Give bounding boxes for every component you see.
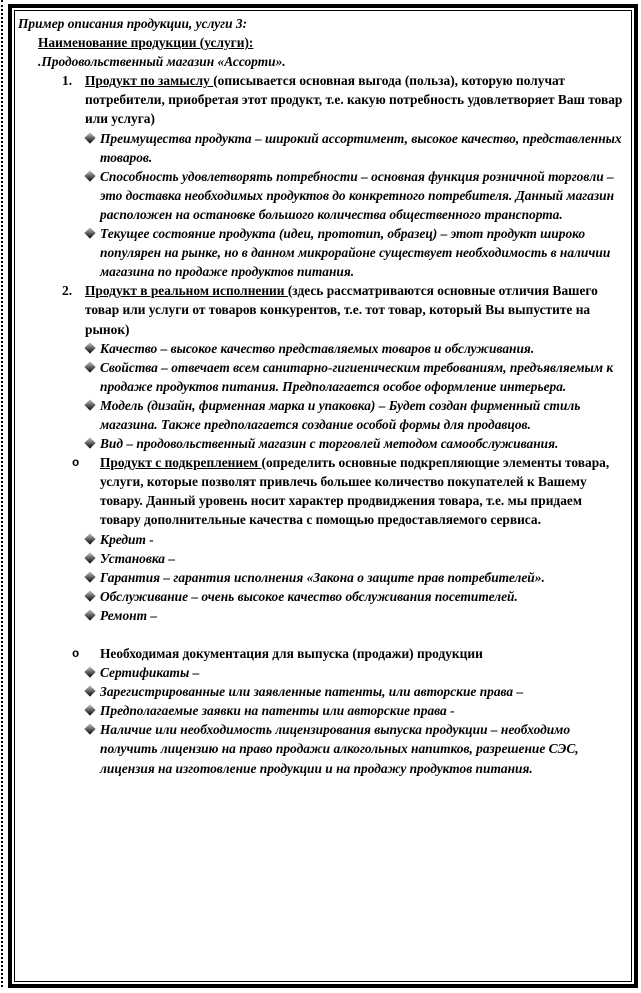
bullet-item	[18, 606, 625, 625]
diamond-bullet-icon	[84, 361, 95, 372]
blank-line	[18, 625, 625, 644]
bullet-text: Зарегистрированные или заявленные патенты, или авторские права –	[100, 684, 524, 700]
bullet-text: Предполагаемые заявки на патенты или авторские права -	[100, 703, 455, 719]
diamond-bullet-icon	[84, 437, 95, 448]
bullet-item	[18, 682, 625, 701]
diamond-bullet-icon	[84, 686, 95, 697]
diamond-bullet-icon	[84, 724, 95, 735]
bullet-item	[18, 224, 625, 281]
diamond-bullet-icon	[84, 705, 95, 716]
bullet-text: Модель (дизайн, фирменная марка и упаковка) – Будет создан фирменный стиль магазина. Также предполагается создание особой формы для продавцов.	[100, 397, 581, 432]
diamond-bullet-icon	[84, 571, 95, 582]
bullet-text: Кредит -	[100, 531, 154, 547]
bullet-item	[18, 129, 625, 167]
item-heading: Продукт в реальном исполнении	[85, 283, 288, 299]
textbox-outer-border	[8, 4, 638, 988]
item-text: Необходимая документация для выпуска (продажи) продукции	[100, 646, 483, 661]
bullet-text: Преимущества продукта – широкий ассортимент, высокое качество, представленных товаров.	[100, 130, 622, 165]
textbox-inner-border	[14, 10, 632, 982]
diamond-bullet-icon	[84, 590, 95, 601]
bullet-item	[18, 720, 625, 777]
bullet-text: Свойства – отвечает всем санитарно-гигиеническим требованиям, предъявляемым к продаже продуктов питания. Предполагается особое оформление интерьера.	[100, 359, 614, 394]
item-text: (здесь рассматриваются основные отличия Вашего товар или услуги от товаров конкурентов, т.е. тот товар, который Вы выпустите на рынок)	[85, 283, 598, 337]
bullet-item	[18, 339, 625, 358]
bullet-item	[18, 434, 625, 453]
bullet-text: Наличие или необходимость лицензирования выпуска продукции – необходимо получить лицензию на право продажи алкогольных напитков, разрешение СЭС, лицензия на изготовление продукции и на продажу продуктов питания.	[100, 722, 579, 776]
numbered-item-1	[18, 71, 625, 128]
diamond-bullet-icon	[84, 170, 95, 181]
diamond-bullet-icon	[84, 533, 95, 544]
bullet-item	[18, 167, 625, 224]
diamond-bullet-icon	[84, 342, 95, 353]
o-item-product-support	[18, 453, 625, 529]
item-heading: Продукт по замыслу	[85, 73, 214, 89]
store-name-line: .Продовольственный магазин «Ассорти».	[38, 54, 286, 70]
bullet-text: Вид – продовольственный магазин с торговлей методом самообслуживания.	[100, 436, 559, 452]
bullet-item	[18, 663, 625, 682]
diamond-bullet-icon	[84, 666, 95, 677]
bullet-text: Обслуживание – очень высокое качество обслуживания посетителей.	[100, 588, 518, 604]
bullet-text: Качество – высокое качество представляемых товаров и обслуживания.	[100, 340, 535, 356]
bullet-item	[18, 358, 625, 396]
bullet-item	[18, 530, 625, 549]
bullet-item	[18, 568, 625, 587]
bullet-text: Сертификаты –	[100, 665, 200, 681]
bullet-text: Ремонт –	[100, 607, 158, 623]
doc-title: Пример описания продукции, услуги 3:	[18, 16, 248, 31]
bullet-item	[18, 587, 625, 606]
product-name-heading: Наименование продукции (услуги):	[38, 35, 254, 51]
list-number: 2.	[62, 283, 73, 299]
o-bullet-marker: o	[72, 456, 80, 471]
bullet-item	[18, 701, 625, 720]
bullet-text: Гарантия – гарантия исполнения «Закона о защите прав потребителей».	[100, 569, 545, 585]
bullet-item	[18, 396, 625, 434]
diamond-bullet-icon	[84, 609, 95, 620]
bullet-text: Текущее состояние продукта (идеи, прототип, образец) – этот продукт широко популярен на рынке, но в данном микрорайоне существует необходимость в наличии магазина по продаже продуктов питания.	[100, 226, 611, 280]
bullet-item	[18, 549, 625, 568]
numbered-item-2	[18, 281, 625, 338]
list-number: 1.	[62, 73, 73, 89]
diamond-bullet-icon	[84, 552, 95, 563]
item-heading: Продукт с подкреплением	[100, 455, 262, 471]
o-bullet-marker: o	[72, 647, 80, 661]
bullet-text: Способность удовлетворять потребности – основная функция розничной торговли – это доставка необходимых продуктов до конкретного потребителя. Данный магазин расположен на остановке большого количества общественного транспорта.	[100, 168, 615, 222]
diamond-bullet-icon	[84, 399, 95, 410]
bullet-text: Установка –	[100, 550, 176, 566]
diamond-bullet-icon	[84, 227, 95, 238]
item-text: (описывается основная выгода (польза), которую получат потребители, приобретая этот продукт, т.е. какую потребность удовлетворяет Ваш товар или услуга)	[85, 73, 623, 127]
o-item-documentation	[18, 644, 625, 663]
diamond-bullet-icon	[84, 132, 95, 143]
dotted-text-boundary	[1, 0, 3, 987]
item-text: (определить основные подкрепляющие элементы товара, услуги, которые позволят привлечь большее количество покупателей к Вашему товару. Данный уровень носит характер продвиджения товара, т.е. мы придаем товару дополнительные качества с помощью предоставляемого сервиса.	[100, 455, 610, 528]
